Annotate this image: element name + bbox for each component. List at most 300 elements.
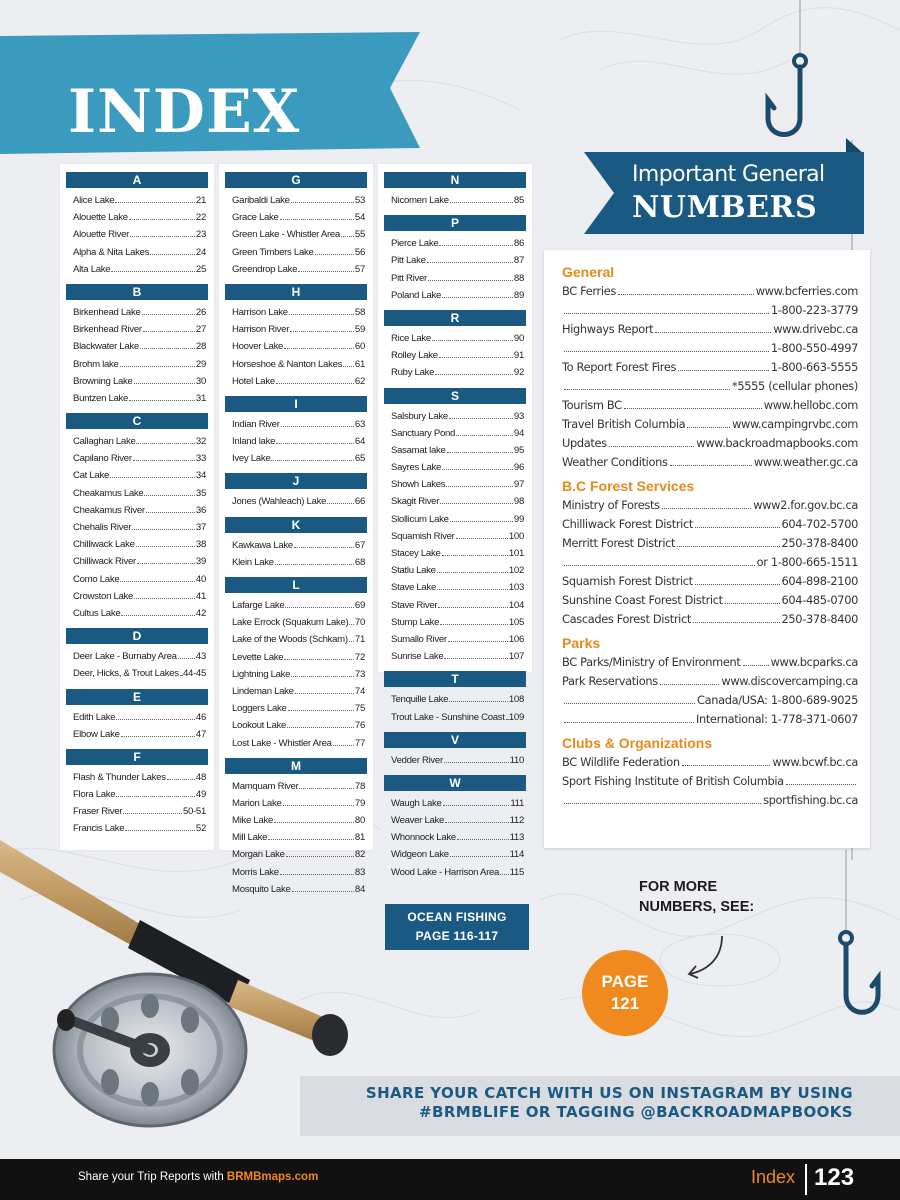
section-letter-header: A (66, 172, 208, 188)
index-section (384, 215, 526, 304)
dot-leader (137, 554, 195, 564)
entry-name: Hotel Lake (232, 375, 275, 387)
entry-page: 60 (354, 341, 365, 353)
section-letter-header: I (225, 396, 367, 412)
dot-leader (456, 529, 508, 539)
index-entry[interactable] (384, 252, 526, 269)
index-entry[interactable] (225, 416, 367, 433)
index-column-3 (378, 164, 532, 878)
entry-name: Birkenhead Lake (73, 306, 141, 318)
entry-page: 56 (354, 246, 365, 258)
entry-page: 27 (195, 324, 206, 336)
dot-leader (143, 322, 195, 332)
contact-name: Squamish Forest District (562, 574, 693, 588)
index-entry[interactable] (384, 528, 526, 545)
contact-value[interactable]: 250-378-8400 (781, 536, 858, 550)
numbers-panel (544, 250, 870, 848)
index-banner (0, 32, 420, 154)
index-entry[interactable] (384, 192, 526, 209)
entry-name: Flash & Thunder Lakes (73, 771, 166, 783)
contact-row (562, 572, 858, 591)
dot-leader (743, 654, 769, 666)
entry-page: 67 (354, 539, 365, 551)
dot-leader (440, 615, 508, 625)
index-entry[interactable] (384, 846, 526, 863)
index-entry[interactable] (225, 493, 367, 510)
index-entry[interactable] (66, 502, 208, 519)
index-entry[interactable] (225, 304, 367, 321)
entry-name: Nicomen Lake (391, 195, 449, 206)
index-entry[interactable] (225, 338, 367, 355)
index-entry[interactable] (66, 450, 208, 467)
numbers-banner-line1: Important General (632, 162, 825, 187)
index-entry[interactable] (384, 579, 526, 596)
dot-leader (695, 516, 780, 528)
index-entry[interactable] (384, 812, 526, 829)
entry-page: 25 (195, 263, 206, 275)
dot-leader (120, 572, 195, 582)
contact-row (562, 791, 858, 810)
entry-page: 57 (354, 263, 365, 275)
index-entry[interactable] (384, 709, 526, 726)
ocean-fishing-label: OCEAN FISHING (407, 910, 507, 924)
numbers-category-title: General (562, 264, 615, 280)
index-entry[interactable] (225, 356, 367, 373)
index-entry[interactable] (66, 321, 208, 338)
entry-name: Whonnock Lake (391, 832, 456, 844)
contact-value[interactable]: www.discovercamping.ca (721, 674, 858, 688)
contact-value[interactable]: 604-898-2100 (781, 574, 858, 588)
index-entry[interactable] (225, 666, 367, 683)
contact-value[interactable]: www.bcferries.com (755, 284, 858, 298)
index-entry[interactable] (66, 209, 208, 226)
index-entry[interactable] (66, 648, 208, 665)
fishing-hook-icon (762, 0, 812, 145)
dot-leader (618, 283, 754, 295)
dot-leader (445, 813, 509, 823)
entry-name: Tenquille Lake (391, 694, 449, 706)
index-entry[interactable] (66, 261, 208, 278)
contact-value[interactable]: 1-800-223-3779 (770, 303, 858, 317)
entry-page: 42 (195, 607, 206, 619)
dot-leader (660, 673, 720, 685)
dot-leader (291, 193, 354, 203)
dot-leader (450, 512, 513, 522)
entry-page: 95 (513, 444, 524, 456)
index-entry[interactable] (225, 226, 367, 243)
dot-leader (564, 378, 730, 390)
dot-leader (130, 227, 195, 237)
entry-name: Showh Lakes (391, 479, 446, 491)
index-entry[interactable] (225, 735, 367, 752)
dot-leader (442, 546, 508, 556)
contact-name: Merritt Forest District (562, 536, 676, 550)
entry-page: 30 (195, 375, 206, 387)
index-entry[interactable] (66, 588, 208, 605)
entry-name: Salsbury Lake (391, 410, 448, 422)
entry-name: Wood Lake - Harrison Area (391, 866, 500, 878)
index-entry[interactable] (66, 665, 208, 682)
entry-page: 113 (509, 832, 524, 844)
contact-name: To Report Forest Fires (562, 360, 677, 374)
entry-name: Chilliwack River (73, 556, 136, 568)
entry-page: 78 (354, 780, 365, 792)
index-entry[interactable] (66, 709, 208, 726)
entry-page: 54 (354, 212, 365, 224)
index-entry[interactable] (225, 537, 367, 554)
contact-value[interactable]: www.campingrvbc.com (732, 417, 858, 431)
index-entry[interactable] (66, 192, 208, 209)
footer-prefix: Share your Trip Reports with (78, 1171, 227, 1183)
index-entry[interactable] (384, 347, 526, 364)
index-entry[interactable] (384, 545, 526, 562)
entry-name: Lake of the Woods (Schkam) (232, 634, 348, 646)
entry-name: Rice Lake (391, 332, 431, 344)
entry-page: 114 (509, 849, 524, 861)
contact-value[interactable]: sportfishing.bc.ca (763, 793, 858, 807)
dot-leader (295, 684, 354, 694)
contact-value[interactable]: 1-800-663-5555 (770, 360, 858, 374)
dot-leader (123, 804, 182, 814)
dot-leader (285, 598, 354, 608)
index-entry[interactable] (384, 493, 526, 510)
entry-page: 59 (354, 324, 365, 336)
index-entry[interactable] (384, 648, 526, 665)
index-entry[interactable] (66, 519, 208, 536)
entry-name: Stave Lake (391, 582, 437, 594)
contact-value[interactable]: www.drivebc.ca (773, 322, 858, 336)
index-entry[interactable] (384, 597, 526, 614)
dot-leader (447, 443, 513, 453)
index-entry[interactable] (384, 408, 526, 425)
entry-page: 69 (354, 600, 365, 611)
contact-row (562, 496, 858, 515)
entry-page: 32 (195, 436, 206, 448)
index-entry[interactable] (384, 614, 526, 631)
index-entry[interactable] (225, 614, 367, 631)
dot-leader (437, 580, 508, 590)
contact-value[interactable]: 604-485-0700 (781, 593, 858, 607)
entry-name: Loggers Lake (232, 703, 287, 715)
page-reference-badge[interactable] (582, 950, 668, 1036)
entry-page: 52 (195, 823, 206, 835)
entry-page: 38 (195, 539, 206, 551)
dot-leader (280, 210, 354, 220)
index-entry[interactable] (225, 244, 367, 261)
entry-page: 48 (195, 771, 206, 783)
index-entry[interactable] (384, 442, 526, 459)
index-entry[interactable] (384, 270, 526, 287)
index-entry[interactable] (384, 476, 526, 493)
index-entry[interactable] (384, 459, 526, 476)
entry-page: 34 (195, 470, 206, 482)
contact-value[interactable]: www.hellobc.com (763, 398, 858, 412)
entry-page: 21 (195, 195, 206, 206)
entry-page: 53 (354, 195, 365, 206)
contact-row (562, 710, 858, 729)
index-entry[interactable] (225, 373, 367, 390)
dot-leader (116, 710, 195, 720)
section-letter-header: B (66, 284, 208, 300)
index-entry[interactable] (66, 390, 208, 407)
contact-value[interactable]: or 1-800-665-1511 (756, 555, 858, 569)
index-entry[interactable] (384, 752, 526, 769)
entry-page: 93 (513, 410, 524, 422)
index-entry[interactable] (384, 330, 526, 347)
dot-leader (662, 497, 752, 509)
contact-name: Tourism BC (562, 398, 622, 412)
index-entry[interactable] (66, 553, 208, 570)
entry-name: Alouette River (73, 229, 130, 241)
entry-name: Callaghan Lake (73, 436, 136, 448)
index-column-2 (219, 164, 373, 895)
dot-leader (437, 563, 508, 573)
contact-value[interactable]: International: 1-778-371-0607 (695, 712, 858, 726)
entry-page: 97 (513, 479, 524, 491)
footer-section-label: Index (751, 1167, 796, 1187)
dot-leader (110, 468, 195, 478)
entry-name: Lightning Lake (232, 668, 291, 680)
entry-page: 26 (195, 306, 206, 318)
entry-name: Marion Lake (232, 797, 282, 809)
entry-name: Sasamat lake (391, 444, 446, 456)
share-callout (366, 1084, 853, 1122)
index-entry[interactable] (66, 244, 208, 261)
dot-leader (678, 359, 769, 371)
entry-name: Pierce Lake (391, 238, 439, 250)
index-section (225, 396, 367, 468)
entry-page: 104 (508, 599, 524, 611)
contact-value[interactable]: www.bcparks.ca (770, 655, 858, 669)
dot-leader (343, 357, 354, 367)
more-numbers-line1: FOR MORE (639, 879, 718, 895)
ocean-fishing-box[interactable] (385, 904, 529, 950)
entry-page: 105 (508, 616, 524, 628)
contact-value[interactable]: 1-800-550-4997 (770, 341, 858, 355)
index-entry[interactable] (225, 261, 367, 278)
entry-page: 44-45 (182, 668, 206, 680)
contact-value[interactable]: www.bcwf.bc.ca (772, 755, 858, 769)
entry-name: Rolley Lake (391, 350, 438, 362)
index-entry[interactable] (66, 356, 208, 373)
dot-leader (333, 736, 354, 746)
index-entry[interactable] (66, 571, 208, 588)
entry-name: Ivey Lake (232, 453, 271, 465)
dot-leader (449, 409, 513, 419)
contact-row (562, 591, 858, 610)
index-entry[interactable] (225, 631, 367, 648)
index-entry[interactable] (225, 795, 367, 812)
index-section (225, 284, 367, 390)
page-title: INDEX (68, 77, 301, 147)
contact-name: BC Wildlife Federation (562, 755, 680, 769)
dot-leader (786, 773, 856, 785)
entry-name: Cultus Lake (73, 607, 121, 619)
dot-leader (120, 357, 195, 367)
contact-row (562, 415, 858, 434)
footer-divider (805, 1164, 807, 1195)
index-entry[interactable] (66, 226, 208, 243)
entry-page: 110 (509, 754, 524, 766)
entry-name: Waugh Lake (391, 797, 442, 809)
index-entry[interactable] (66, 467, 208, 484)
index-entry[interactable] (384, 829, 526, 846)
index-entry[interactable] (66, 536, 208, 553)
dot-leader (449, 692, 508, 702)
index-entry[interactable] (384, 562, 526, 579)
index-entry[interactable] (225, 700, 367, 717)
dot-leader (146, 503, 195, 513)
index-section (66, 628, 208, 682)
entry-page: 71 (354, 634, 365, 646)
entry-name: Sanctuary Pond (391, 427, 456, 439)
entry-page: 37 (195, 522, 206, 533)
entry-name: Green Timbers Lake (232, 246, 314, 258)
index-entry[interactable] (225, 778, 367, 795)
index-entry[interactable] (66, 373, 208, 390)
contact-value[interactable]: www.weather.gc.ca (753, 455, 858, 469)
footer (0, 1159, 900, 1200)
index-entry[interactable] (225, 717, 367, 734)
contact-value[interactable]: 604-702-5700 (781, 517, 858, 531)
numbers-category-title: Parks (562, 635, 601, 651)
entry-page: 87 (513, 255, 524, 267)
dot-leader (129, 391, 195, 401)
index-entry[interactable] (384, 795, 526, 812)
index-entry[interactable] (225, 192, 367, 209)
entry-name: Mamquam River (232, 780, 299, 792)
index-entry[interactable] (66, 304, 208, 321)
entry-name: Cat Lake (73, 470, 109, 482)
contact-name: Highways Report (562, 322, 654, 336)
index-entry[interactable] (384, 631, 526, 648)
entry-name: Trout Lake - Sunshine Coast (391, 711, 505, 723)
section-letter-header: K (225, 517, 367, 533)
index-section (384, 775, 526, 881)
index-entry[interactable] (66, 433, 208, 450)
entry-name: Francis Lake (73, 823, 125, 835)
contact-value[interactable]: www.backroadmapbooks.com (696, 436, 858, 450)
entry-page: 50-51 (182, 806, 206, 818)
dot-leader (435, 365, 513, 375)
index-section (66, 284, 208, 407)
index-entry[interactable] (384, 511, 526, 528)
section-letter-header: P (384, 215, 526, 231)
section-letter-header: F (66, 749, 208, 765)
footer-brand-link[interactable]: BRMBmaps.com (226, 1171, 319, 1183)
entry-name: Poland Lake (391, 289, 442, 301)
entry-page: 83 (354, 866, 365, 878)
entry-page: 43 (195, 651, 206, 663)
index-entry[interactable] (225, 683, 367, 700)
dot-leader (134, 589, 195, 599)
index-entry[interactable] (66, 485, 208, 502)
dot-leader (725, 592, 780, 604)
entry-page: 64 (354, 436, 365, 448)
index-entry[interactable] (384, 425, 526, 442)
index-entry[interactable] (225, 554, 367, 571)
dot-leader (116, 787, 195, 797)
index-section (225, 517, 367, 571)
entry-page: 86 (513, 238, 524, 250)
index-entry[interactable] (66, 605, 208, 622)
entry-name: Edith Lake (73, 711, 116, 723)
contact-row (562, 453, 858, 472)
dot-leader (624, 397, 762, 409)
section-letter-header: V (384, 732, 526, 748)
dot-leader (121, 727, 195, 737)
entry-name: Ruby Lake (391, 367, 435, 379)
index-entry[interactable] (66, 803, 208, 820)
entry-page: 99 (513, 513, 524, 525)
index-entry[interactable] (384, 691, 526, 708)
entry-page: 41 (195, 590, 206, 602)
dot-leader (284, 339, 354, 349)
entry-page: 94 (513, 427, 524, 439)
dot-leader (115, 193, 195, 203)
section-letter-header: J (225, 473, 367, 489)
entry-page: 90 (513, 332, 524, 344)
contact-value[interactable]: www2.for.gov.bc.ca (753, 498, 858, 512)
page-number: 123 (814, 1164, 855, 1191)
page-reference-number: 121 (610, 994, 640, 1013)
entry-page: 84 (354, 883, 365, 895)
entry-page: 61 (354, 358, 365, 370)
contact-name: Sport Fishing Institute of British Columbia (562, 774, 784, 788)
dot-leader (132, 520, 195, 530)
dot-leader (276, 434, 354, 444)
dot-leader (564, 340, 769, 352)
index-entry[interactable] (66, 769, 208, 786)
entry-page: 70 (354, 617, 365, 629)
contact-row (562, 282, 858, 301)
index-entry[interactable] (66, 726, 208, 743)
entry-name: Pitt River (391, 272, 427, 284)
contact-value[interactable]: Canada/USA: 1-800-689-9025 (697, 693, 858, 707)
index-entry[interactable] (225, 433, 367, 450)
entry-name: Cheakamus River (73, 504, 145, 516)
entry-name: Klein Lake (232, 556, 274, 568)
index-entry[interactable] (384, 235, 526, 252)
contact-row (562, 553, 858, 572)
dot-leader (427, 253, 513, 263)
entry-page: 76 (354, 720, 365, 732)
contact-value[interactable]: *5555 (cellular phones) (732, 379, 858, 393)
dot-leader (288, 701, 354, 711)
index-entry[interactable] (225, 450, 367, 467)
index-entry[interactable] (225, 649, 367, 666)
index-entry[interactable] (66, 338, 208, 355)
dot-leader (180, 666, 182, 676)
contact-row (562, 320, 858, 339)
entry-name: Deer Lake - Burnaby Area (73, 651, 177, 663)
index-section (384, 172, 526, 209)
dot-leader (655, 321, 771, 333)
index-entry[interactable] (225, 209, 367, 226)
index-entry[interactable] (384, 287, 526, 304)
dot-leader (446, 477, 513, 487)
entry-name: Blackwater Lake (73, 341, 139, 353)
index-section (66, 689, 208, 743)
index-entry[interactable] (384, 364, 526, 381)
index-entry[interactable] (66, 786, 208, 803)
index-entry[interactable] (384, 864, 526, 881)
index-entry[interactable] (225, 321, 367, 338)
index-entry[interactable] (225, 597, 367, 614)
entry-name: Skagit River (391, 496, 440, 508)
contact-value[interactable]: 250-378-8400 (781, 612, 858, 626)
dot-leader (428, 271, 513, 281)
